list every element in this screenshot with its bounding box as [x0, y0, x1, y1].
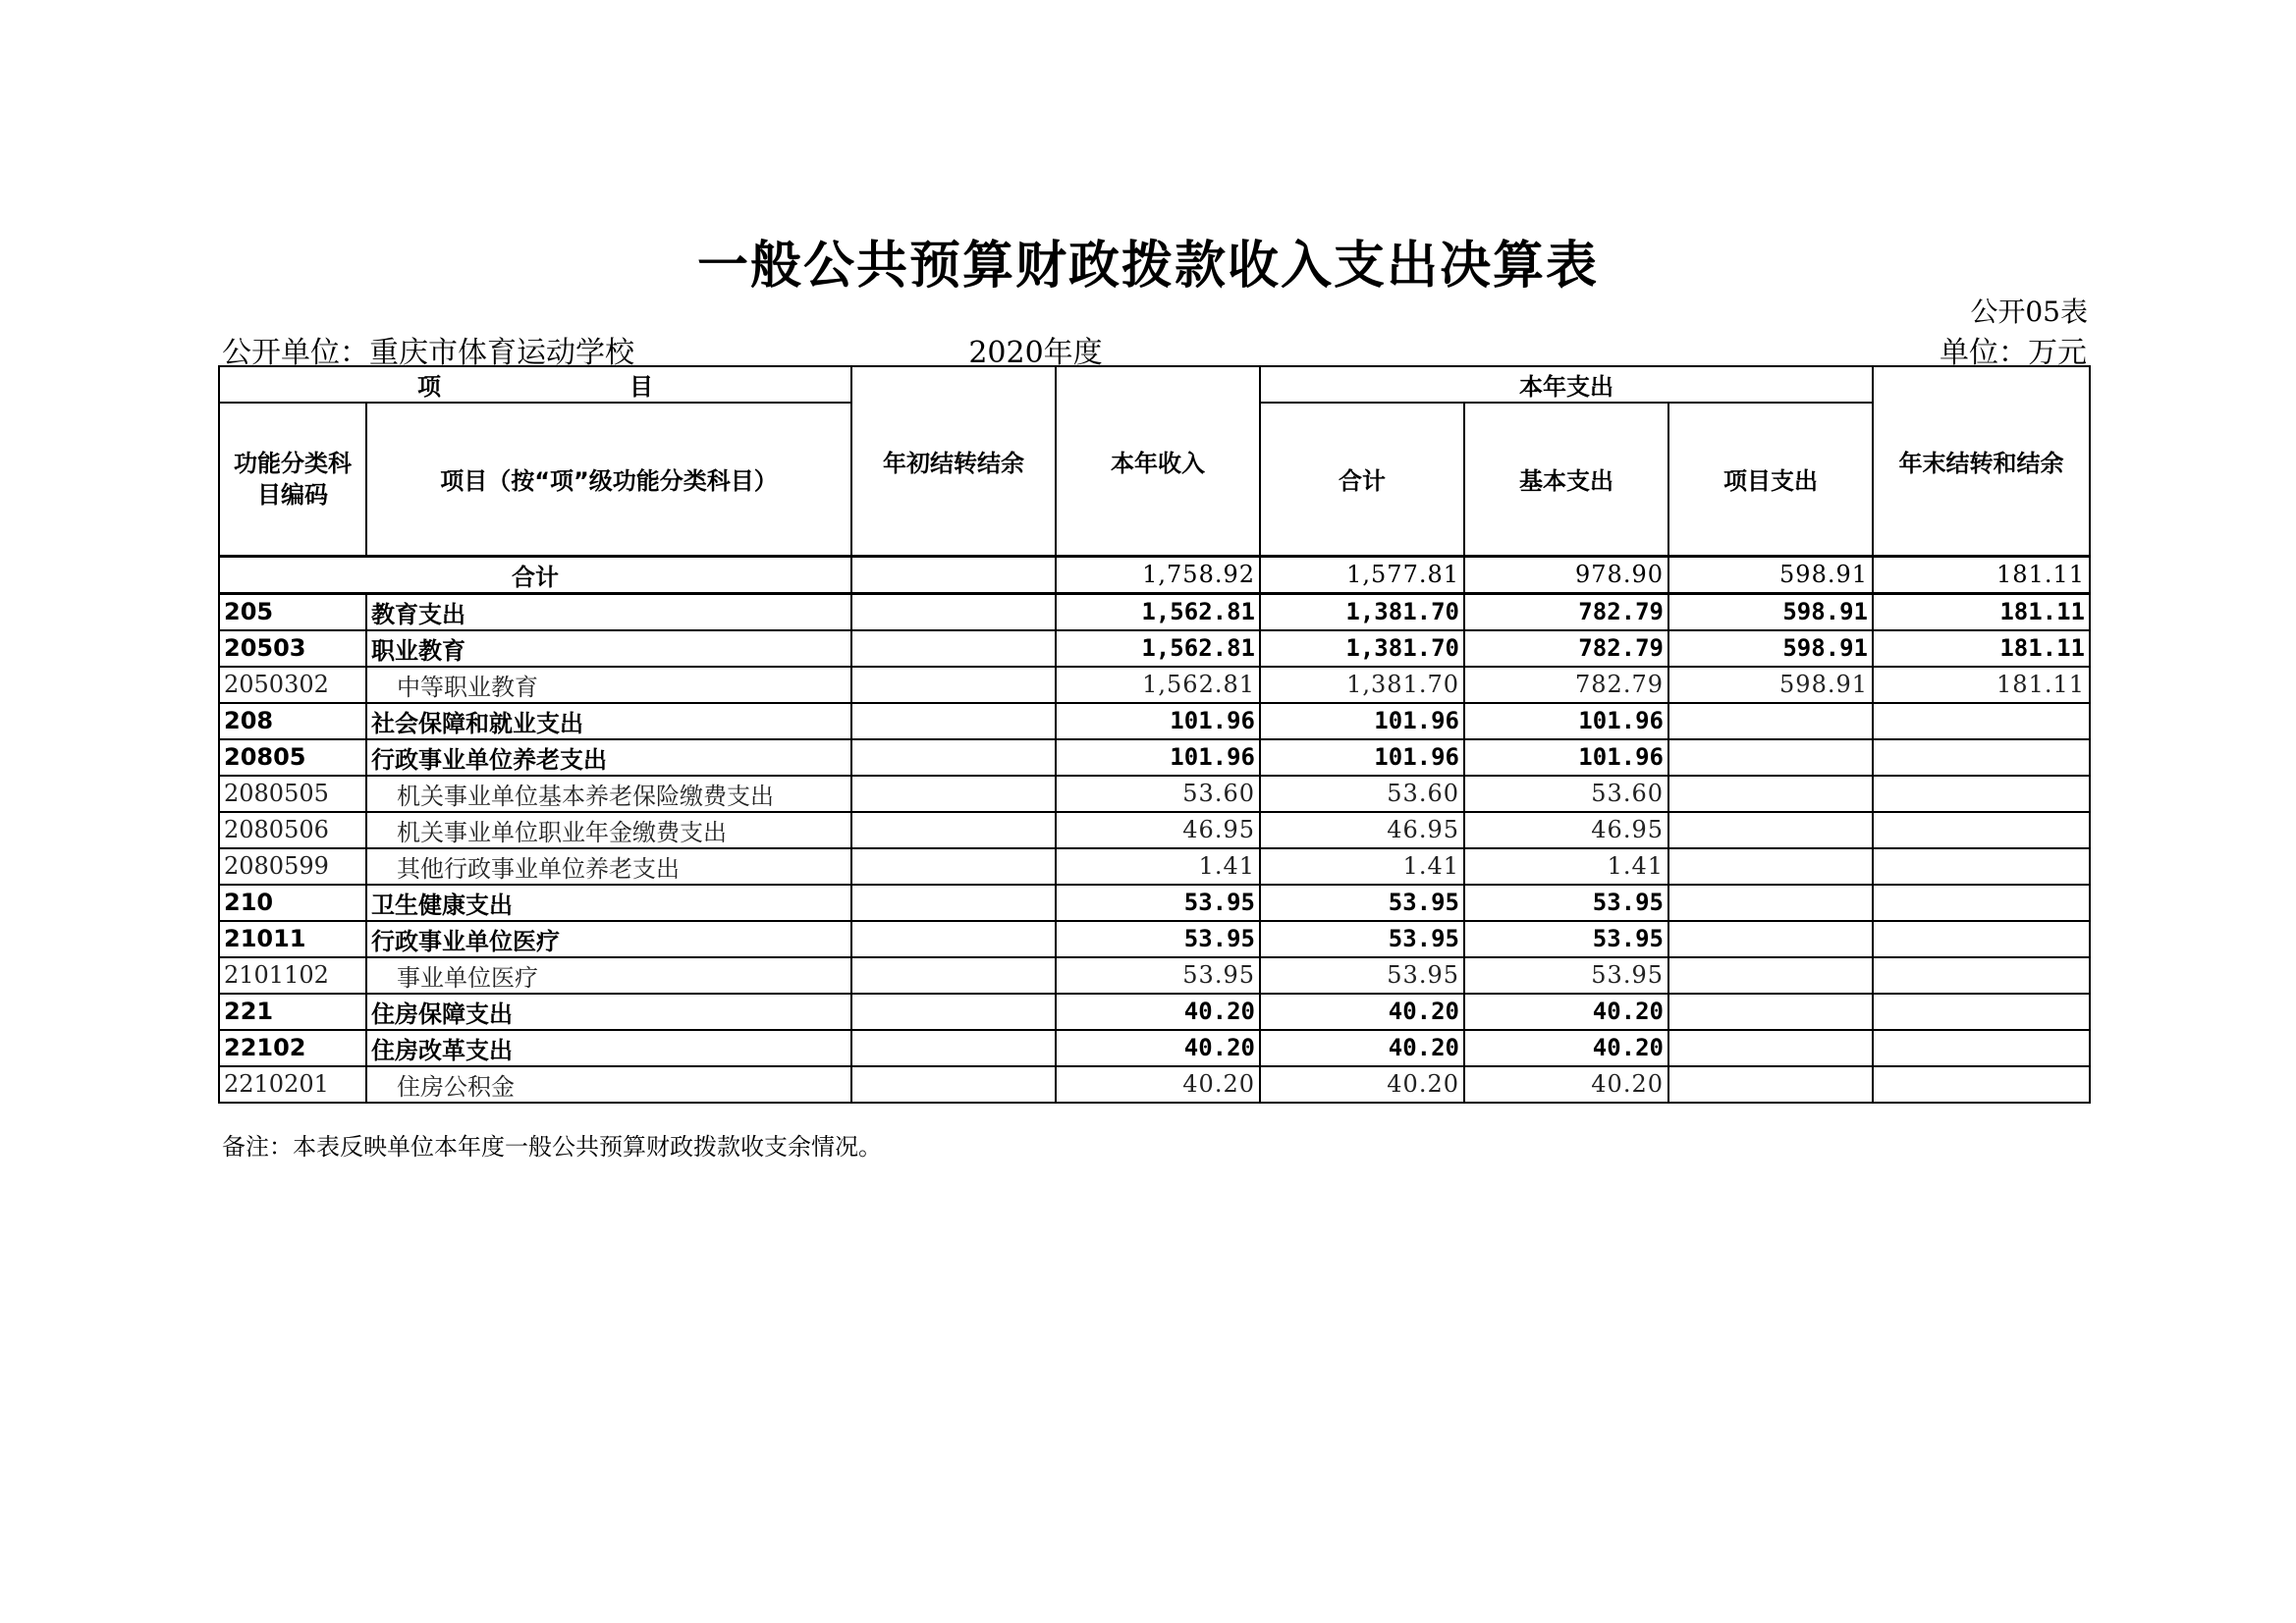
carryover-end-cell — [1873, 921, 2090, 957]
code-cell: 21011 — [219, 921, 366, 957]
carryover-begin-cell — [851, 885, 1056, 921]
table-row — [219, 667, 2090, 703]
carryover-begin-cell — [851, 1030, 1056, 1066]
carryover-end-cell — [1873, 885, 2090, 921]
project-expense-cell: 598.91 — [1668, 667, 1873, 703]
project-expense-cell — [1668, 812, 1873, 848]
carryover-begin-cell — [851, 776, 1056, 812]
income-cell: 53.95 — [1056, 957, 1260, 994]
carryover-end-cell: 181.11 — [1873, 593, 2090, 630]
income-cell: 1.41 — [1056, 848, 1260, 885]
table-row — [219, 703, 2090, 739]
project-expense-cell — [1668, 776, 1873, 812]
total-end-cell: 181.11 — [1873, 556, 2090, 593]
name-cell: 教育支出 — [366, 593, 851, 630]
budget-table — [218, 365, 2091, 1104]
expense-total-cell: 53.95 — [1260, 957, 1464, 994]
project-expense-cell — [1668, 703, 1873, 739]
income-cell: 53.95 — [1056, 921, 1260, 957]
table-row — [219, 921, 2090, 957]
table-row — [219, 593, 2090, 630]
project-expense-cell — [1668, 1066, 1873, 1103]
carryover-begin-cell — [851, 848, 1056, 885]
carryover-end-cell: 181.11 — [1873, 630, 2090, 667]
carryover-end-cell — [1873, 994, 2090, 1030]
carryover-begin-cell — [851, 593, 1056, 630]
name-cell: 事业单位医疗 — [366, 957, 851, 994]
code-cell: 2210201 — [219, 1066, 366, 1103]
name-cell: 住房改革支出 — [366, 1030, 851, 1066]
income-cell: 40.20 — [1056, 1066, 1260, 1103]
header-income: 本年收入 — [1056, 366, 1260, 556]
header-name: 项目（按“项”级功能分类科目） — [366, 403, 851, 556]
income-cell: 101.96 — [1056, 739, 1260, 776]
table-row — [219, 812, 2090, 848]
total-total-cell: 1,577.81 — [1260, 556, 1464, 593]
code-cell: 22102 — [219, 1030, 366, 1066]
header-carryover-begin: 年初结转结余 — [851, 366, 1056, 556]
name-cell: 住房公积金 — [366, 1066, 851, 1103]
carryover-end-cell — [1873, 739, 2090, 776]
table-row — [219, 957, 2090, 994]
fiscal-year: 2020年度 — [968, 336, 1103, 370]
reporting-organization: 公开单位：重庆市体育运动学校 — [222, 336, 634, 370]
table-row — [219, 994, 2090, 1030]
basic-expense-cell: 53.95 — [1464, 921, 1668, 957]
header-total: 合计 — [1260, 403, 1464, 556]
table-body — [219, 556, 2090, 1103]
header-item: 项 目 — [219, 366, 851, 403]
project-expense-cell: 598.91 — [1668, 630, 1873, 667]
carryover-begin-cell — [851, 921, 1056, 957]
code-cell: 2080505 — [219, 776, 366, 812]
footnote: 备注：本表反映单位本年度一般公共预算财政拨款收支余情况。 — [222, 1133, 882, 1161]
page-title: 一般公共预算财政拨款收入支出决算表 — [696, 237, 1599, 296]
total-project-cell: 598.91 — [1668, 556, 1873, 593]
carryover-begin-cell — [851, 739, 1056, 776]
name-cell: 社会保障和就业支出 — [366, 703, 851, 739]
code-cell: 221 — [219, 994, 366, 1030]
table-header — [219, 366, 2090, 556]
name-cell: 行政事业单位养老支出 — [366, 739, 851, 776]
income-cell: 40.20 — [1056, 1030, 1260, 1066]
name-cell: 机关事业单位职业年金缴费支出 — [366, 812, 851, 848]
project-expense-cell — [1668, 994, 1873, 1030]
total-basic-cell: 978.90 — [1464, 556, 1668, 593]
carryover-begin-cell — [851, 667, 1056, 703]
table-row — [219, 1030, 2090, 1066]
project-expense-cell — [1668, 1030, 1873, 1066]
income-cell: 53.95 — [1056, 885, 1260, 921]
name-cell: 中等职业教育 — [366, 667, 851, 703]
code-cell: 20805 — [219, 739, 366, 776]
table-row — [219, 776, 2090, 812]
table-row — [219, 630, 2090, 667]
form-number: 公开05表 — [1970, 296, 2088, 328]
income-cell: 1,562.81 — [1056, 667, 1260, 703]
code-cell: 205 — [219, 593, 366, 630]
basic-expense-cell: 782.79 — [1464, 593, 1668, 630]
header-carryover-end: 年末结转和结余 — [1873, 366, 2090, 556]
project-expense-cell — [1668, 739, 1873, 776]
income-cell: 101.96 — [1056, 703, 1260, 739]
code-cell: 2101102 — [219, 957, 366, 994]
carryover-end-cell — [1873, 703, 2090, 739]
basic-expense-cell: 782.79 — [1464, 630, 1668, 667]
expense-total-cell: 46.95 — [1260, 812, 1464, 848]
basic-expense-cell: 101.96 — [1464, 703, 1668, 739]
total-income-cell: 1,758.92 — [1056, 556, 1260, 593]
header-project: 项目支出 — [1668, 403, 1873, 556]
carryover-begin-cell — [851, 812, 1056, 848]
project-expense-cell: 598.91 — [1668, 593, 1873, 630]
expense-total-cell: 40.20 — [1260, 1066, 1464, 1103]
expense-total-cell: 40.20 — [1260, 994, 1464, 1030]
name-cell: 机关事业单位基本养老保险缴费支出 — [366, 776, 851, 812]
name-cell: 住房保障支出 — [366, 994, 851, 1030]
expense-total-cell: 40.20 — [1260, 1030, 1464, 1066]
total-begin-cell — [851, 556, 1056, 593]
expense-total-cell: 101.96 — [1260, 739, 1464, 776]
basic-expense-cell: 53.60 — [1464, 776, 1668, 812]
project-expense-cell — [1668, 957, 1873, 994]
basic-expense-cell: 46.95 — [1464, 812, 1668, 848]
code-cell: 2080599 — [219, 848, 366, 885]
total-label: 合计 — [219, 556, 851, 593]
code-cell: 208 — [219, 703, 366, 739]
expense-total-cell: 1,381.70 — [1260, 667, 1464, 703]
basic-expense-cell: 782.79 — [1464, 667, 1668, 703]
expense-total-cell: 53.95 — [1260, 921, 1464, 957]
carryover-begin-cell — [851, 703, 1056, 739]
basic-expense-cell: 40.20 — [1464, 994, 1668, 1030]
code-cell: 2080506 — [219, 812, 366, 848]
expense-total-cell: 101.96 — [1260, 703, 1464, 739]
header-code: 功能分类科目编码 — [219, 403, 366, 556]
expense-total-cell: 1,381.70 — [1260, 593, 1464, 630]
carryover-begin-cell — [851, 630, 1056, 667]
header-basic: 基本支出 — [1464, 403, 1668, 556]
carryover-end-cell — [1873, 957, 2090, 994]
carryover-end-cell — [1873, 776, 2090, 812]
carryover-end-cell — [1873, 812, 2090, 848]
unit-info-row — [218, 328, 2087, 370]
code-cell: 20503 — [219, 630, 366, 667]
carryover-begin-cell — [851, 1066, 1056, 1103]
code-cell: 210 — [219, 885, 366, 921]
income-cell: 1,562.81 — [1056, 630, 1260, 667]
basic-expense-cell: 53.95 — [1464, 957, 1668, 994]
income-cell: 40.20 — [1056, 994, 1260, 1030]
income-cell: 1,562.81 — [1056, 593, 1260, 630]
carryover-begin-cell — [851, 957, 1056, 994]
header-expense-group: 本年支出 — [1260, 366, 1873, 403]
expense-total-cell: 53.95 — [1260, 885, 1464, 921]
project-expense-cell — [1668, 848, 1873, 885]
total-row — [219, 556, 2090, 593]
basic-expense-cell: 40.20 — [1464, 1030, 1668, 1066]
basic-expense-cell: 53.95 — [1464, 885, 1668, 921]
table-row — [219, 1066, 2090, 1103]
code-cell: 2050302 — [219, 667, 366, 703]
carryover-end-cell — [1873, 1030, 2090, 1066]
currency-unit: 单位：万元 — [1940, 336, 2087, 370]
expense-total-cell: 53.60 — [1260, 776, 1464, 812]
name-cell: 其他行政事业单位养老支出 — [366, 848, 851, 885]
income-cell: 53.60 — [1056, 776, 1260, 812]
table-row — [219, 885, 2090, 921]
expense-total-cell: 1.41 — [1260, 848, 1464, 885]
basic-expense-cell: 1.41 — [1464, 848, 1668, 885]
basic-expense-cell: 101.96 — [1464, 739, 1668, 776]
carryover-end-cell — [1873, 848, 2090, 885]
name-cell: 卫生健康支出 — [366, 885, 851, 921]
basic-expense-cell: 40.20 — [1464, 1066, 1668, 1103]
table-row — [219, 848, 2090, 885]
income-cell: 46.95 — [1056, 812, 1260, 848]
carryover-end-cell: 181.11 — [1873, 667, 2090, 703]
carryover-begin-cell — [851, 994, 1056, 1030]
carryover-end-cell — [1873, 1066, 2090, 1103]
name-cell: 行政事业单位医疗 — [366, 921, 851, 957]
expense-total-cell: 1,381.70 — [1260, 630, 1464, 667]
project-expense-cell — [1668, 921, 1873, 957]
project-expense-cell — [1668, 885, 1873, 921]
table-row — [219, 739, 2090, 776]
name-cell: 职业教育 — [366, 630, 851, 667]
